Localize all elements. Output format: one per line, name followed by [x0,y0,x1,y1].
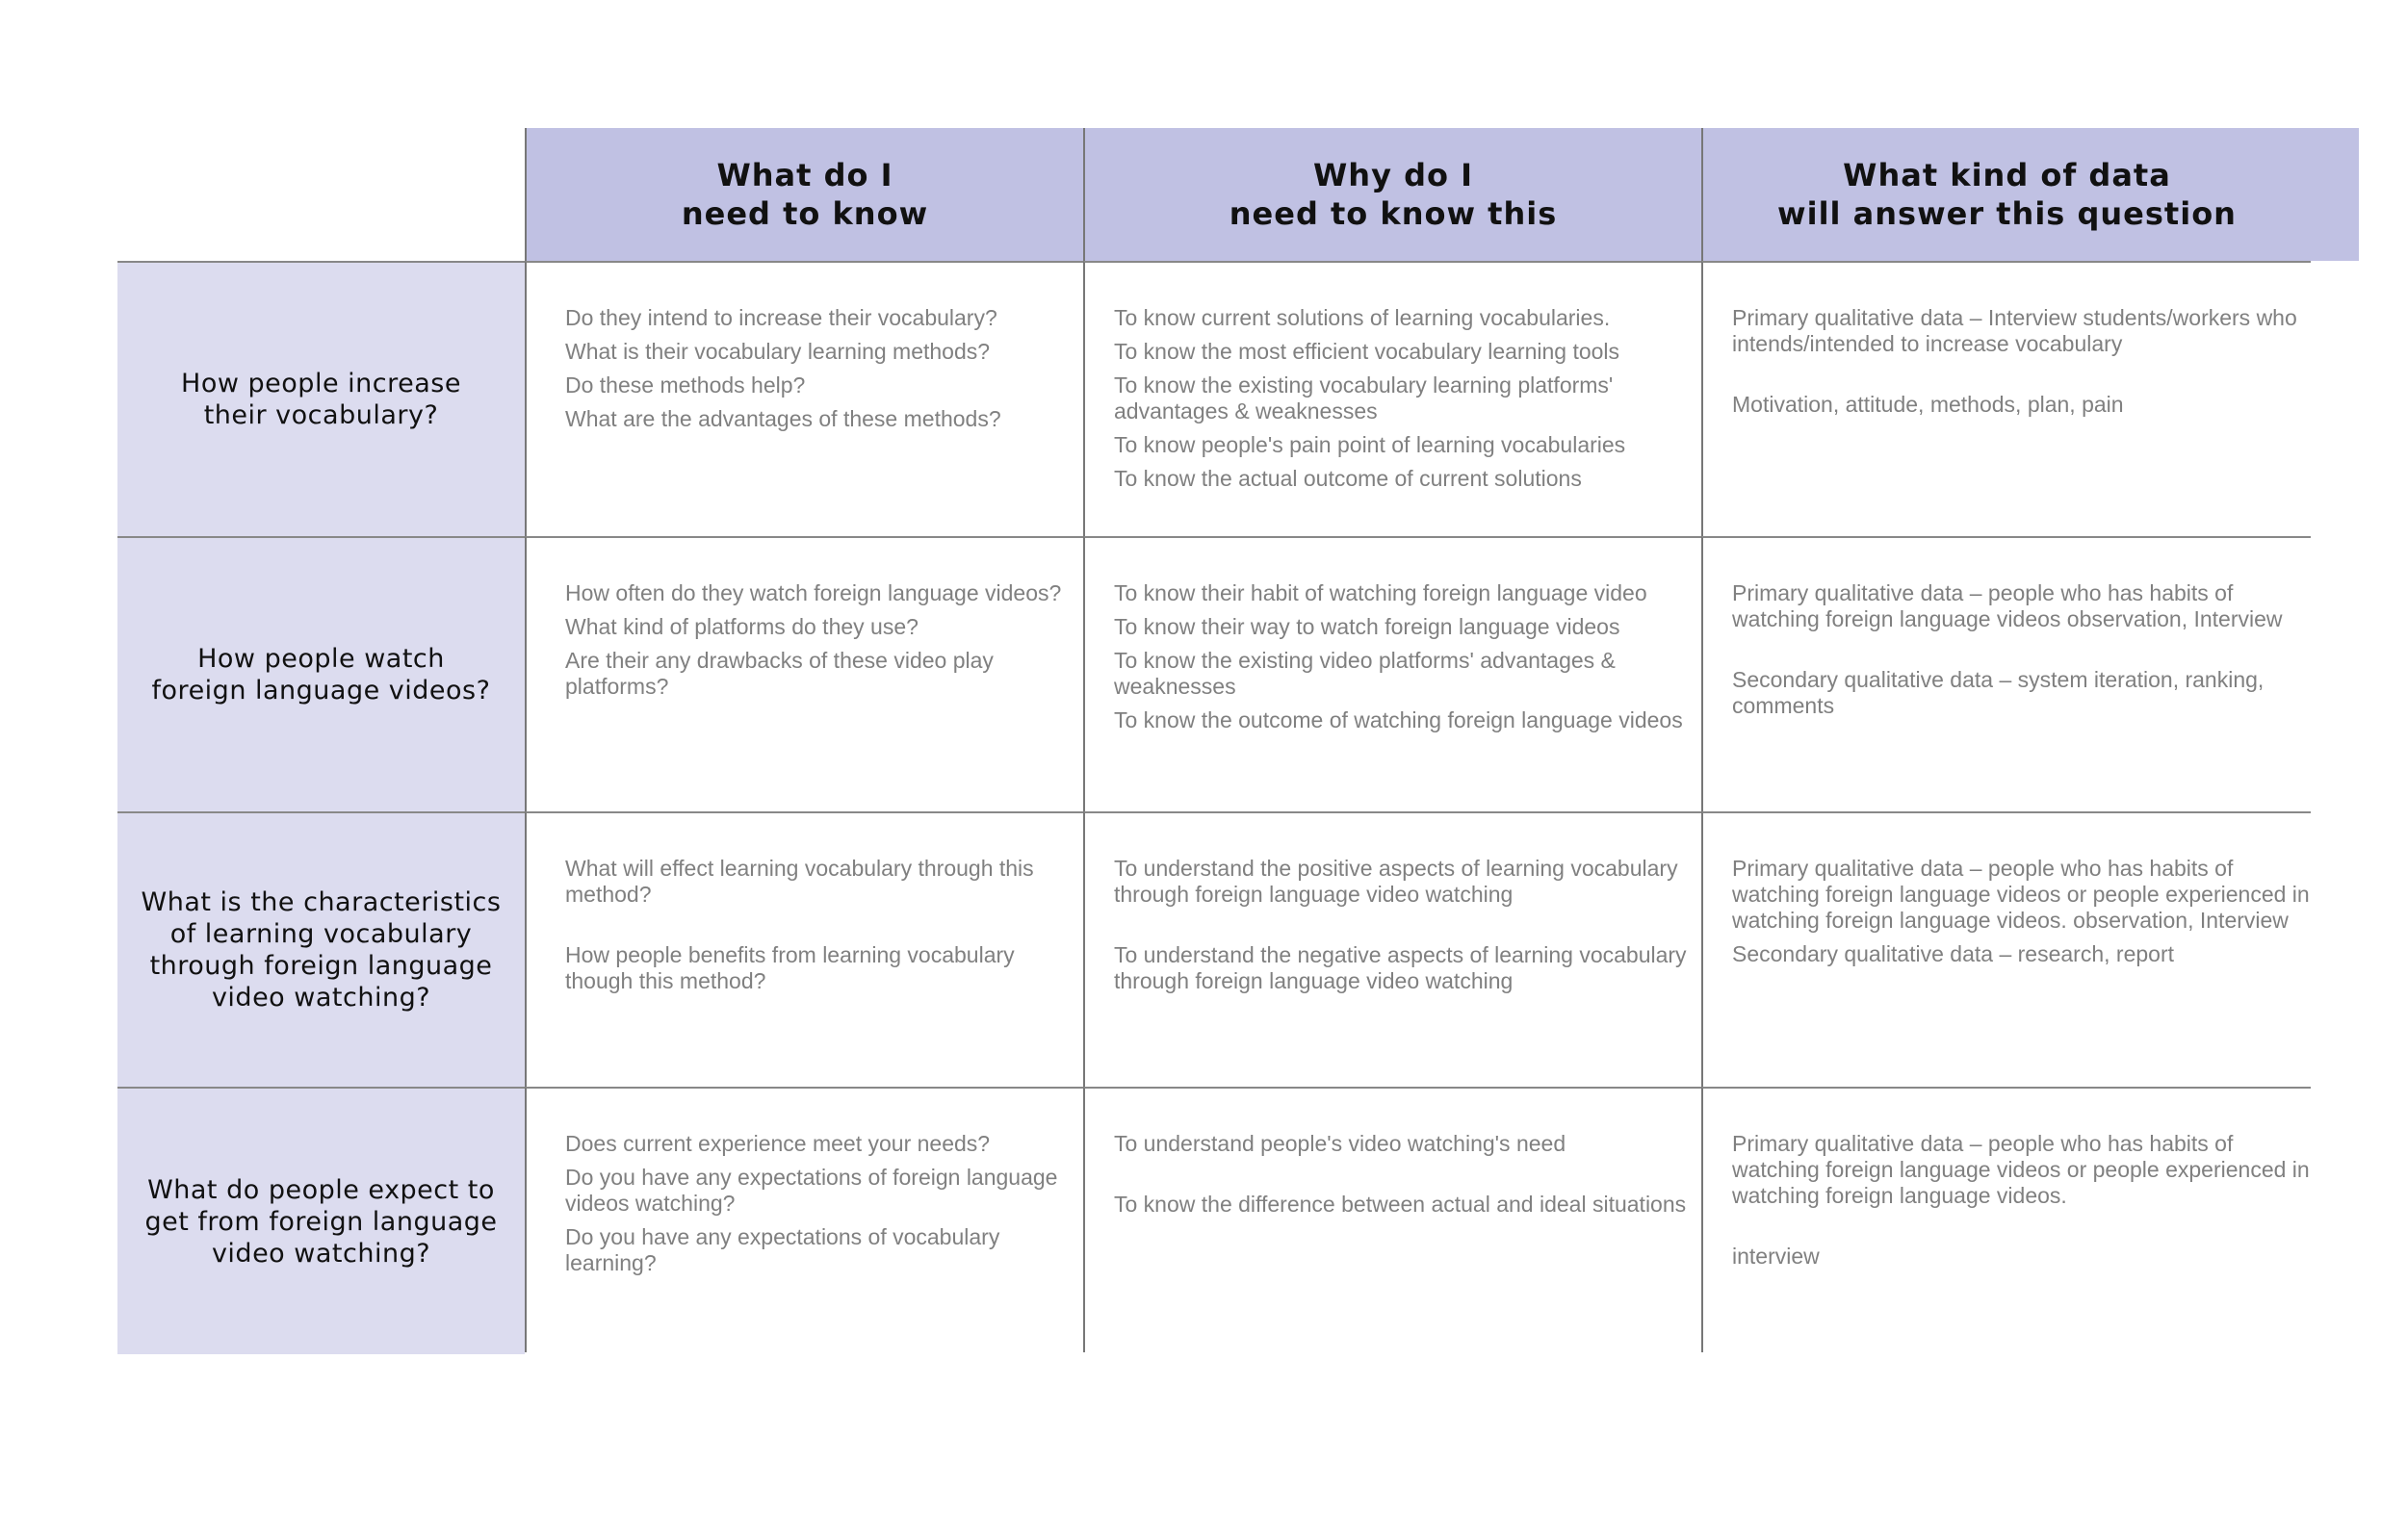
row-question: What do people expect to get from foreign language video watching? [117,1087,525,1354]
list-item: Does current experience meet your needs? [565,1131,991,1156]
list-item: To know the most efficient vocabulary learning tools [1114,339,1620,364]
spacer [565,915,1064,942]
list-item: To understand the negative aspects of learning vocabulary through foreign language video watching [1114,942,1687,993]
header-data-kind: What kind of data will answer this question [1701,128,2359,261]
list-item: To know the actual outcome of current solutions [1114,466,1582,491]
list-item: Do you have any expectations of vocabulary learning? [565,1224,1000,1275]
header-why-to-know: Why do I need to know this [1083,128,1701,261]
data-kind-cell [1701,536,2311,811]
list-item: To understand the positive aspects of learning vocabulary through foreign language video watching [1114,856,1678,907]
why-cell [1083,536,1701,811]
list-item: Do they intend to increase their vocabulary? [565,305,997,330]
list-item: To know the existing video platforms' advantages & weaknesses [1114,648,1616,699]
need-to-know-cell [525,811,1083,1087]
row-question: How people watch foreign language videos? [117,536,525,811]
need-to-know-cell [525,536,1083,811]
list-item: Are their any drawbacks of these video play platforms? [565,648,994,699]
data-kind-cell [1701,261,2311,536]
research-plan-table [117,128,2311,1346]
header-what-to-know: What do I need to know [525,128,1083,261]
list-item: Do you have any expectations of foreign language videos watching? [565,1165,1058,1216]
list-item: Primary qualitative data – people who has habits of watching foreign language videos observation, Interview [1732,580,2283,631]
why-cell [1083,1087,1701,1352]
spacer [1732,1217,2311,1244]
list-item: To know the difference between actual and ideal situations [1114,1192,1687,1217]
list-item: What kind of platforms do they use? [565,614,919,639]
list-item: To know people's pain point of learning vocabularies [1114,432,1626,457]
list-item: How often do they watch foreign language videos? [565,580,1062,605]
list-item: Primary qualitative data – Interview students/workers who intends/intended to increase vocabulary [1732,305,2297,356]
why-cell [1083,261,1701,536]
list-item: Primary qualitative data – people who has habits of watching foreign language videos or people experienced in watching foreign language videos. observation, Interview [1732,856,2310,933]
list-item: Secondary qualitative data – system iteration, ranking, comments [1732,667,2265,718]
need-to-know-cell [525,261,1083,536]
list-item: interview [1732,1244,1820,1269]
list-item: To know the outcome of watching foreign language videos [1114,707,1683,732]
list-item: Secondary qualitative data – research, report [1732,941,2174,966]
spacer [1732,365,2311,392]
list-item: To know the existing vocabulary learning platforms' advantages & weaknesses [1114,372,1614,424]
spacer [1732,640,2311,667]
row-question: How people increase their vocabulary? [117,261,525,536]
table-corner [117,128,525,261]
list-item: Motivation, attitude, methods, plan, pain [1732,392,2124,417]
list-item: To know their habit of watching foreign language video [1114,580,1647,605]
list-item: What is their vocabulary learning methods? [565,339,991,364]
data-kind-cell [1701,811,2311,1087]
spacer [1114,1165,1692,1192]
list-item: To know their way to watch foreign language videos [1114,614,1620,639]
row-question: What is the characteristics of learning vocabulary through foreign language video watching? [117,811,525,1087]
data-kind-cell [1701,1087,2311,1352]
why-cell [1083,811,1701,1087]
list-item: Do these methods help? [565,372,806,398]
need-to-know-cell [525,1087,1083,1352]
spacer [1114,915,1692,942]
list-item: To know current solutions of learning vocabularies. [1114,305,1611,330]
list-item: To understand people's video watching's need [1114,1131,1566,1156]
list-item: Primary qualitative data – people who has habits of watching foreign language videos or people experienced in watching foreign language videos. [1732,1131,2310,1208]
list-item: What will effect learning vocabulary through this method? [565,856,1034,907]
list-item: How people benefits from learning vocabulary though this method? [565,942,1015,993]
list-item: What are the advantages of these methods? [565,406,1001,431]
